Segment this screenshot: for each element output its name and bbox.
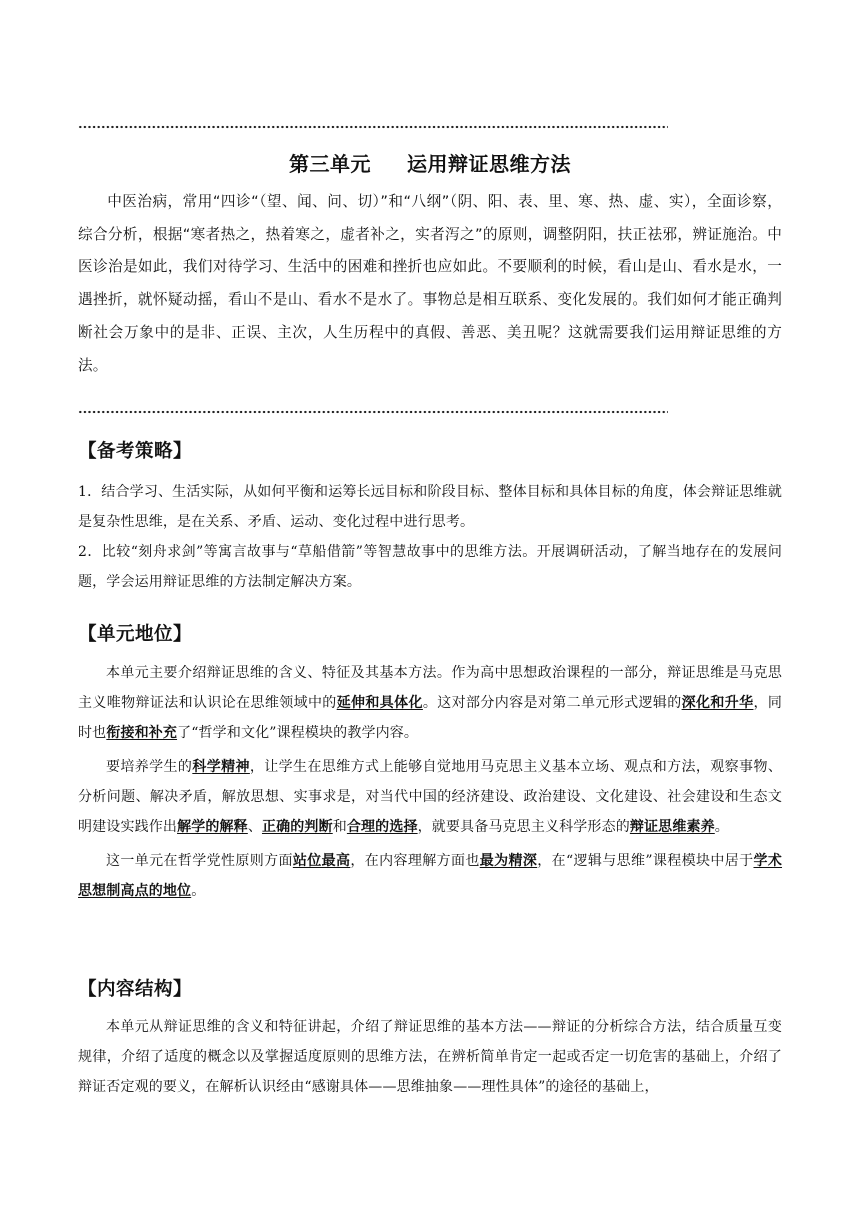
emphasis-text: 辩证思维素养 [629,819,715,835]
position-heading: 【单元地位】 [78,624,193,645]
structure-paragraph: 本单元从辩证思维的含义和特征讲起，介绍了辩证思维的基本方法——辩证的分析综合方法，结合质量互变规律，介绍了适度的概念以及掌握适度原则的思维方法，在辨析简单肯定一起或否定一切危害的基础上，介绍了辩证否定观的要义，在解析认识经由“感谢具体——思维抽象——理性具体”的途径的基础上， [78,1019,782,1095]
position-paragraph-3: 这一单元在哲学党性原则方面站位最高，在内容理解方面也最为精深，在“逻辑与思维”课程模块中居于学术思想制高点的地位。 [78,853,783,899]
emphasis-text: 深化和升华 [681,695,754,711]
emphasis-text: 解学的解释 [177,819,248,835]
emphasis-text: 最为精深 [479,853,538,869]
structure-heading: 【内容结构】 [78,979,193,1000]
strategy-section [78,477,782,597]
emphasis-text: 延伸和具体化 [336,695,423,711]
intro-paragraph: 中医治病，常用“四诊“（望、闻、问、切）”和“八纲”（阴、阳、表、里、寒、热、虚、实），全面诊察，综合分析，根据“寒者热之，热着寒之，虚者补之，实者泻之”的原则，调整阴阳，扶正祛邪，辨证施治。中医诊治是如此，我们对待学习、生活中的困难和挫折也应如此。不要顺利的时候，看山是山、看水是水，一遇挫折，就怀疑动摇，看山不是山、看水不是水了。事物总是相互联系、变化发展的。我们如何才能正确判断社会万象中的是非、正误、主次，人生历程中的真假、善恶、美丑呢？这就需要我们运用辩证思维的方法。 [78,193,782,374]
strategy-item: 2．比较“刻舟求剑”等寓言故事与“草船借箭”等智慧故事中的思维方法。开展调研活动，了解当地存在的发展问题，学会运用辩证思维的方法制定解决方案。 [78,544,782,590]
unit-title-number: 第三单元 [289,152,371,176]
strategy-item: 1．结合学习、生活实际，从如何平衡和运筹长远目标和阶段目标、整体目标和具体目标的角度，体会辩证思维就是复杂性思维，是在关系、矛盾、运动、变化过程中进行思考。 [78,484,782,530]
emphasis-text: 衔接和补充 [106,725,178,741]
intro-section [78,186,782,382]
unit-title-topic: 运用辩证思维方法 [407,152,571,176]
bottom-dotted-divider [78,409,668,415]
position-paragraph-2: 要培养学生的科学精神，让学生在思维方式上能够自觉地用马克思主义基本立场、观点和方法，观察事物、分析问题、解决矛盾，解放思想、实事求是，对当代中国的经济建设、政治建设、文化建设、社会建设和生态文明建设实践作出解学的解释、正确的判断和合理的选择，就要具备马克思主义科学形态的辩证思维素养。 [78,759,782,835]
unit-title [0,148,860,177]
emphasis-text: 科学精神 [192,759,250,775]
top-dotted-divider [78,124,668,130]
emphasis-text: 合理的选择 [346,819,418,835]
position-paragraph-1: 本单元主要介绍辩证思维的含义、特征及其基本方法。作为高中思想政治课程的一部分，辩证思维是马克思主义唯物辩证法和认识论在思维领域中的延伸和具体化。这对部分内容是对第二单元形式逻辑的深化和升华，同时也衔接和补充了“哲学和文化”课程模块的教学内容。 [78,665,782,741]
structure-section [78,1012,782,1102]
emphasis-text: 正确的判断 [261,819,333,835]
emphasis-text: 学术思想制高点的地位 [78,853,783,899]
position-section [78,658,782,906]
emphasis-text: 站位最高 [292,853,351,869]
strategy-heading: 【备考策略】 [78,441,193,462]
